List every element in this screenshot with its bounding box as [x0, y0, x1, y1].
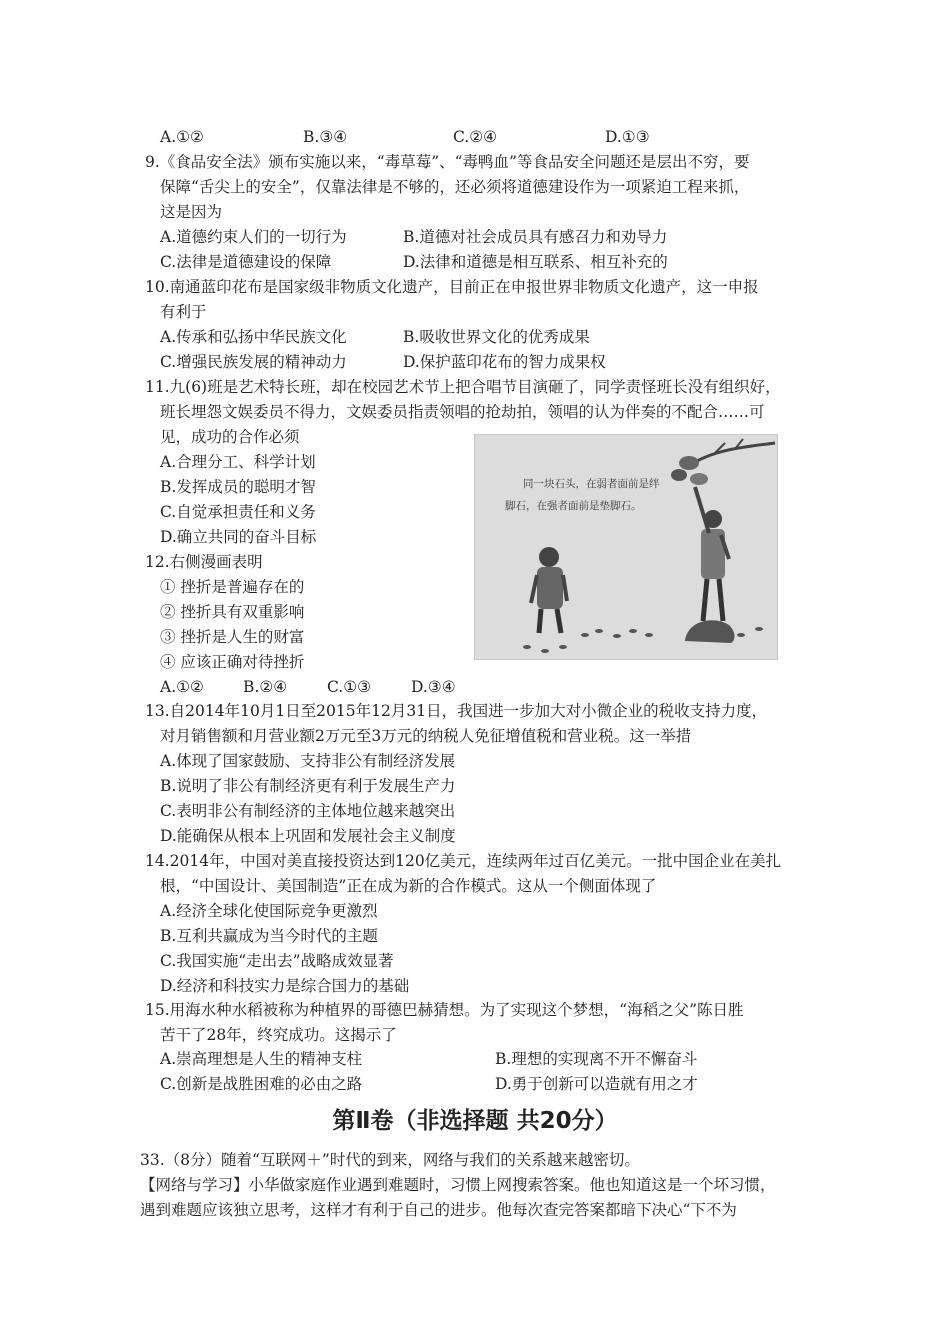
- q9-stem-line-3: 这是因为: [160, 203, 223, 221]
- q8-option-c: C.②④: [453, 128, 498, 146]
- cartoon-caption-line-1: 同一块石头，在弱者面前是绊: [523, 478, 660, 490]
- q12-item-3: ③ 挫折是人生的财富: [160, 628, 305, 646]
- q15-stem-line-2: 苦干了28年，终究成功。这揭示了: [160, 1026, 397, 1044]
- q15-option-b: B.理想的实现离不开不懈奋斗: [495, 1050, 698, 1068]
- cartoon-caption-line-2: 脚石，在强者面前是垫脚石。: [505, 500, 642, 512]
- q9-option-c: C.法律是道德建设的保障: [160, 253, 332, 271]
- q33-line-1: 33.（8分）随着“互联网＋”时代的到来，网络与我们的关系越来越密切。: [140, 1151, 640, 1169]
- q12-option-c: C.①③: [327, 678, 372, 696]
- q15-option-c: C.创新是战胜困难的必由之路: [160, 1075, 363, 1093]
- q8-option-a: A.①②: [160, 128, 204, 146]
- q9-option-d: D.法律和道德是相互联系、相互补充的: [403, 253, 668, 271]
- q14-stem-line-1: 14.2014年，中国对美直接投资达到120亿美元，连续两年过百亿美元。一批中国企业在美扎: [145, 852, 782, 870]
- q8-option-b: B.③④: [303, 128, 348, 146]
- q12-item-2: ② 挫折具有双重影响: [160, 603, 305, 621]
- q10-option-b: B.吸收世界文化的优秀成果: [403, 328, 590, 346]
- q10-stem-line-2: 有利于: [160, 303, 207, 321]
- q8-option-d: D.①③: [605, 128, 650, 146]
- q13-option-c: C.表明非公有制经济的主体地位越来越突出: [160, 802, 456, 820]
- q14-option-b: B.互利共赢成为当今时代的主题: [160, 927, 378, 945]
- q12-option-a: A.①②: [160, 678, 204, 696]
- q13-stem-line-1: 13.自2014年10月1日至2015年12月31日，我国进一步加大对小微企业的税收支持力度，: [145, 702, 768, 720]
- q12-item-4: ④ 应该正确对待挫折: [160, 653, 305, 671]
- q9-option-a: A.道德约束人们的一切行为: [160, 228, 347, 246]
- q14-option-a: A.经济全球化使国际竞争更激烈: [160, 902, 378, 920]
- q33-line-3: 遇到难题应该独立思考，这样才有利于自己的进步。他每次查完答案都暗下决心“下不为: [140, 1201, 737, 1219]
- q10-option-d: D.保护蓝印花布的智力成果权: [403, 353, 606, 371]
- q9-stem-line-1: 9.《食品安全法》颁布实施以来，“毒草莓”、“毒鸭血”等食品安全问题还是层出不穷，要: [145, 153, 750, 171]
- q10-option-c: C.增强民族发展的精神动力: [160, 353, 347, 371]
- q15-stem-line-1: 15.用海水种水稻被称为种植界的哥德巴赫猜想。为了实现这个梦想，“海稻之父”陈日胜: [145, 1001, 744, 1019]
- section-title: 第Ⅱ卷（非选择题 共20分）: [332, 1108, 618, 1134]
- q12-stem: 12.右侧漫画表明: [145, 553, 263, 571]
- q9-option-b: B.道德对社会成员具有感召力和劝导力: [403, 228, 668, 246]
- q11-stem-line-2: 班长埋怨文娱委员不得力，文娱委员指责领唱的抢劫拍，领唱的认为伴奏的不配合……可: [160, 403, 765, 421]
- q15-option-d: D.勇于创新可以造就有用之才: [495, 1075, 698, 1093]
- q11-stem-line-1: 11.九(6)班是艺术特长班，却在校园艺术节上把合唱节目演砸了，同学责怪班长没有组织好，: [145, 378, 781, 396]
- q12-option-d: D.③④: [411, 678, 456, 696]
- q11-option-c: C.自觉承担责任和义务: [160, 503, 316, 521]
- q14-option-c: C.我国实施“走出去”战略成效显著: [160, 952, 394, 970]
- q11-stem-line-3: 见，成功的合作必须: [160, 428, 300, 446]
- cartoon-illustration: [474, 434, 778, 660]
- q10-option-a: A.传承和弘扬中华民族文化: [160, 328, 347, 346]
- q13-option-b: B.说明了非公有制经济更有利于发展生产力: [160, 777, 456, 795]
- q9-stem-line-2: 保障“舌尖上的安全”，仅靠法律是不够的，还必须将道德建设作为一项紧迫工程来抓，: [160, 178, 750, 196]
- q11-option-a: A.合理分工、科学计划: [160, 453, 316, 471]
- q11-option-d: D.确立共同的奋斗目标: [160, 528, 317, 546]
- q14-option-d: D.经济和科技实力是综合国力的基础: [160, 977, 410, 995]
- q13-option-a: A.体现了国家鼓励、支持非公有制经济发展: [160, 752, 456, 770]
- q13-option-d: D.能确保从根本上巩固和发展社会主义制度: [160, 827, 456, 845]
- q11-option-b: B.发挥成员的聪明才智: [160, 478, 316, 496]
- q12-option-b: B.②④: [243, 678, 288, 696]
- q12-item-1: ① 挫折是普遍存在的: [160, 578, 305, 596]
- q14-stem-line-2: 根，“中国设计、美国制造”正在成为新的合作模式。这从一个侧面体现了: [160, 877, 657, 895]
- q33-line-2: 【网络与学习】小华做家庭作业遇到难题时，习惯上网搜索答案。他也知道这是一个坏习惯，: [140, 1176, 776, 1194]
- q10-stem-line-1: 10.南通蓝印花布是国家级非物质文化遗产，目前正在申报世界非物质文化遗产，这一申报: [145, 278, 759, 296]
- q15-option-a: A.崇高理想是人生的精神支柱: [160, 1050, 363, 1068]
- q13-stem-line-2: 对月销售额和月营业额2万元至3万元的纳税人免征增值税和营业税。这一举措: [160, 727, 692, 745]
